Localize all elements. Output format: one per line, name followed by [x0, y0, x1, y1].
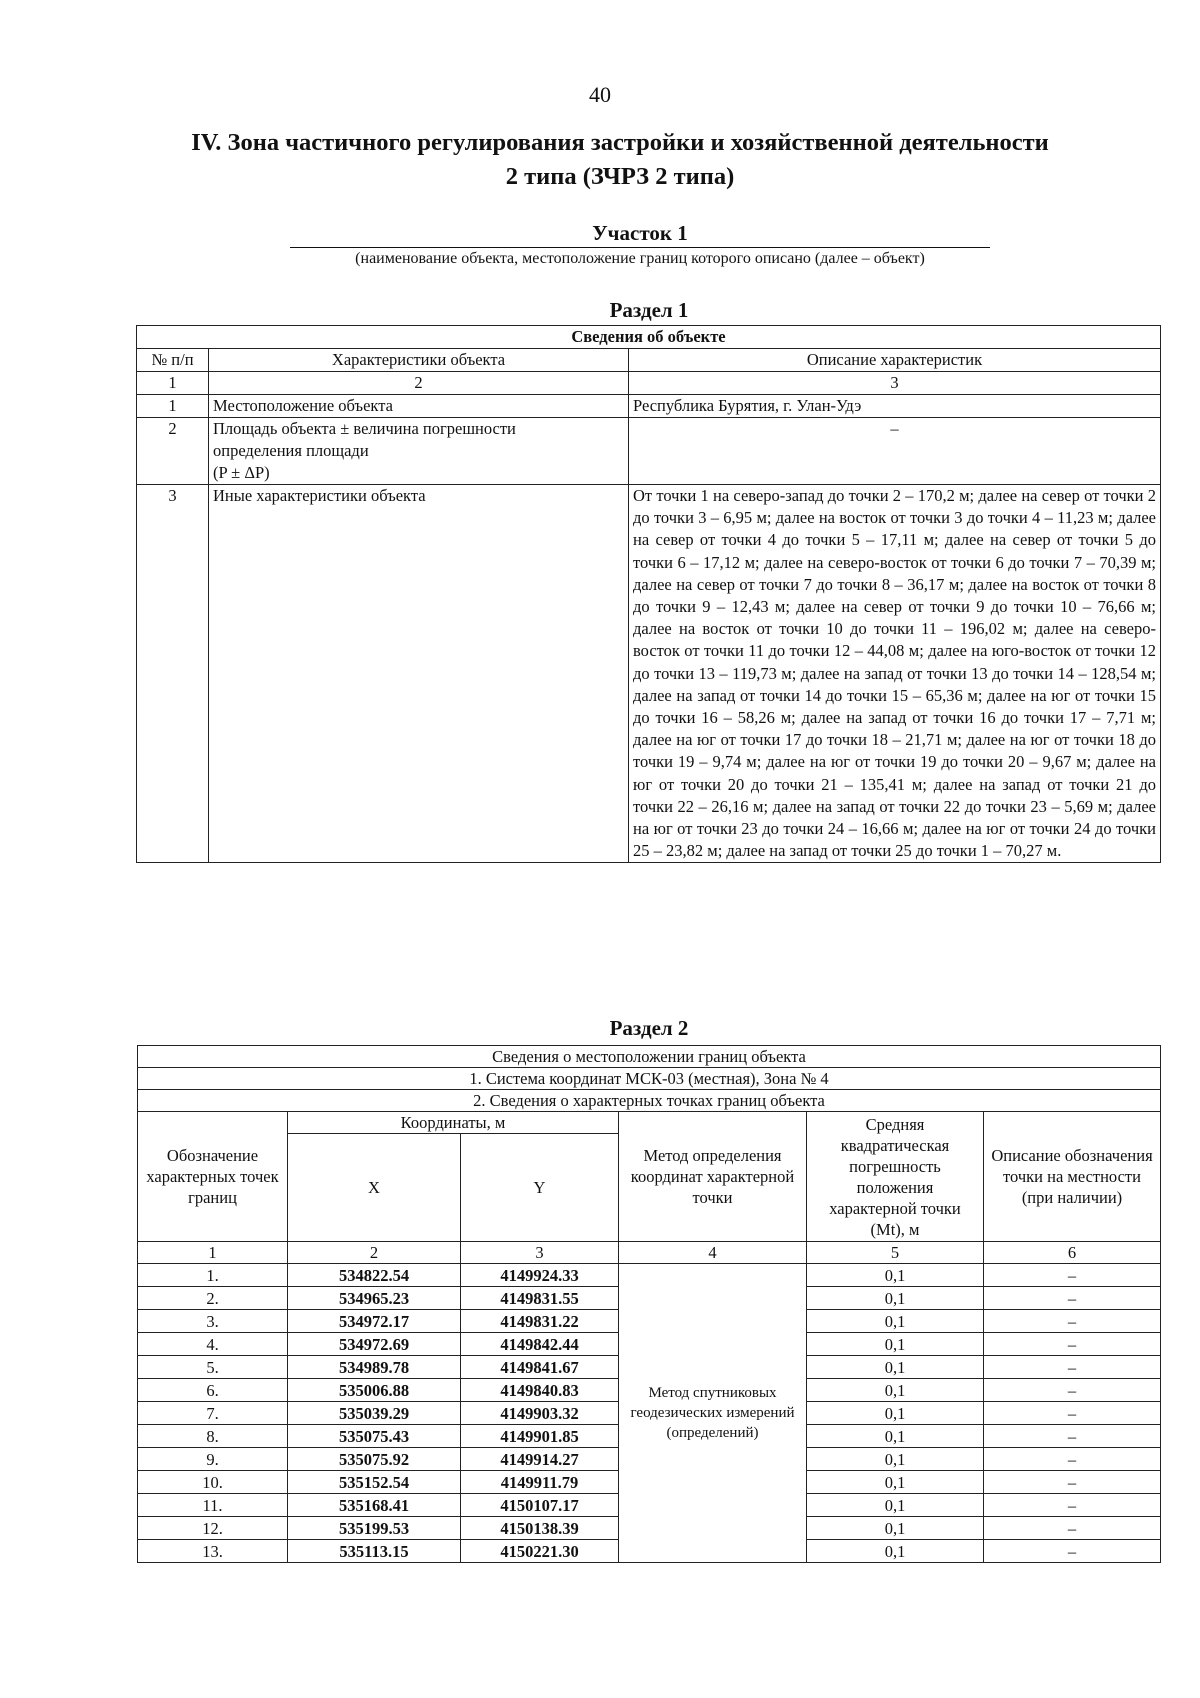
point-number: 9. [138, 1448, 288, 1471]
col-number: 5 [807, 1242, 984, 1264]
point-y: 4150221.30 [461, 1540, 619, 1563]
point-error: 0,1 [807, 1517, 984, 1540]
point-y: 4149914.27 [461, 1448, 619, 1471]
title-line-2: 2 типа (ЗЧРЗ 2 типа) [505, 163, 735, 190]
header-description: Описание характеристик [629, 349, 1161, 372]
point-description: – [984, 1310, 1161, 1333]
point-error: 0,1 [807, 1448, 984, 1471]
point-number: 1. [138, 1264, 288, 1287]
table-row [137, 395, 1161, 418]
point-y: 4149831.22 [461, 1310, 619, 1333]
header-method: Метод определения координат характерной точки [619, 1112, 807, 1242]
method-value: Метод спутниковых геодезических измерений (определений) [619, 1264, 807, 1563]
row-number: 3 [137, 485, 209, 863]
page-title [90, 126, 1150, 194]
point-y: 4150138.39 [461, 1517, 619, 1540]
point-y: 4149911.79 [461, 1471, 619, 1494]
col-number: 2 [288, 1242, 461, 1264]
row-name-text: Площадь объекта ± величина погрешности определения площади [213, 419, 516, 460]
points-subtitle: 2. Сведения о характерных точках границ объекта [138, 1090, 1161, 1112]
point-y: 4150107.17 [461, 1494, 619, 1517]
point-description: – [984, 1540, 1161, 1563]
point-x: 535075.43 [288, 1425, 461, 1448]
point-x: 534822.54 [288, 1264, 461, 1287]
col-number: 1 [138, 1242, 288, 1264]
row-name: Иные характеристики объекта [209, 485, 629, 863]
section-1-title: Раздел 1 [609, 298, 689, 322]
header-characteristic: Характеристики объекта [209, 349, 629, 372]
point-y: 4149840.83 [461, 1379, 619, 1402]
table-row [138, 1264, 1161, 1287]
point-y: 4149901.85 [461, 1425, 619, 1448]
point-error: 0,1 [807, 1402, 984, 1425]
point-x: 534965.23 [288, 1287, 461, 1310]
table-row [137, 485, 1161, 863]
boundary-table-title: Сведения о местоположении границ объекта [138, 1046, 1161, 1068]
header-number: № п/п [137, 349, 209, 372]
point-number: 13. [138, 1540, 288, 1563]
point-y: 4149903.32 [461, 1402, 619, 1425]
point-x: 535168.41 [288, 1494, 461, 1517]
header-point: Обозначение характерных точек границ [138, 1112, 288, 1242]
point-x: 534972.69 [288, 1333, 461, 1356]
row-name: Местоположение объекта [209, 395, 629, 418]
row-number: 2 [137, 418, 209, 485]
parcel-title: Участок 1 [290, 220, 990, 248]
point-error: 0,1 [807, 1287, 984, 1310]
point-x: 534972.17 [288, 1310, 461, 1333]
point-number: 3. [138, 1310, 288, 1333]
point-error: 0,1 [807, 1425, 984, 1448]
row-name-formula: (P ± ΔP) [213, 463, 270, 482]
point-error: 0,1 [807, 1494, 984, 1517]
col-number: 6 [984, 1242, 1161, 1264]
point-error: 0,1 [807, 1540, 984, 1563]
header-coordinates: Координаты, м [288, 1112, 619, 1134]
point-x: 534989.78 [288, 1356, 461, 1379]
point-description: – [984, 1448, 1161, 1471]
point-y: 4149842.44 [461, 1333, 619, 1356]
header-point-description: Описание обозначения точки на местности (при наличии) [984, 1112, 1161, 1242]
point-error: 0,1 [807, 1333, 984, 1356]
point-number: 11. [138, 1494, 288, 1517]
boundary-points-table [137, 1045, 1161, 1563]
col-number: 1 [137, 372, 209, 395]
point-error: 0,1 [807, 1264, 984, 1287]
object-info-table [136, 325, 1161, 863]
point-description: – [984, 1517, 1161, 1540]
point-number: 8. [138, 1425, 288, 1448]
point-error: 0,1 [807, 1310, 984, 1333]
header-error: Средняя квадратическая погрешность положения характерной точки (Mt), м [807, 1112, 984, 1242]
point-x: 535075.92 [288, 1448, 461, 1471]
point-x: 535039.29 [288, 1402, 461, 1425]
point-error: 0,1 [807, 1356, 984, 1379]
point-x: 535152.54 [288, 1471, 461, 1494]
point-error: 0,1 [807, 1471, 984, 1494]
col-number: 4 [619, 1242, 807, 1264]
point-description: – [984, 1356, 1161, 1379]
col-number: 3 [629, 372, 1161, 395]
parcel-caption: (наименование объекта, местоположение границ которого описано (далее – объект) [355, 250, 925, 267]
table-row [137, 418, 1161, 485]
row-value: От точки 1 на северо-запад до точки 2 – 170,2 м; далее на север от точки 2 до точки 3 – 6,95 м; далее на восток от точки 3 до точки 4 – 11,23 м; далее на север от точки 4 до точки 5 – 17,11 м; далее на север от точки 5 до точки 6 – 17,12 м; далее на северо-восток от точки 6 до точки 7 – 70,39 м; далее на север от точки 7 до точки 8 – 36,17 м; далее на восток от точки 8 до точки 9 – 12,43 м; далее на север от точки 9 до точки 10 – 76,66 м; далее на восток от точки 10 до точки 11 – 196,02 м; далее на северо-восток от точки 11 до точки 12 – 44,08 м; далее на юго-восток от точки 12 до точки 13 – 119,73 м; далее на запад от точки 13 до точки 14 – 128,54 м; далее на запад от точки 14 до точки 15 – 65,36 м; далее на юг от точки 15 до точки 16 – 58,26 м; далее на запад от точки 16 до точки 17 – 7,71 м; далее на юг от точки 17 до точки 18 – 21,71 м; далее на юг от точки 18 до точки 19 – 9,74 м; далее на юг от точки 19 до точки 20 – 9,67 м; далее на юг от точки 20 до точки 21 – 135,41 м; далее на запад от точки 21 до точки 22 – 26,16 м; далее на запад от точки 22 до точки 23 – 5,69 м; далее на юг от точки 23 до точки 24 – 16,66 м; далее на юг от точки 24 до точки 25 – 23,82 м; далее на запад от точки 25 до точки 1 – 70,27 м. [629, 485, 1161, 863]
point-number: 4. [138, 1333, 288, 1356]
row-value: Республика Бурятия, г. Улан-Удэ [629, 395, 1161, 418]
point-description: – [984, 1287, 1161, 1310]
point-number: 12. [138, 1517, 288, 1540]
section-2-title: Раздел 2 [609, 1016, 689, 1040]
point-number: 6. [138, 1379, 288, 1402]
point-description: – [984, 1471, 1161, 1494]
point-number: 2. [138, 1287, 288, 1310]
point-number: 7. [138, 1402, 288, 1425]
point-description: – [984, 1494, 1161, 1517]
point-x: 535006.88 [288, 1379, 461, 1402]
point-y: 4149831.55 [461, 1287, 619, 1310]
header-y: Y [461, 1134, 619, 1242]
point-y: 4149841.67 [461, 1356, 619, 1379]
point-number: 10. [138, 1471, 288, 1494]
page-number: 40 [589, 82, 611, 107]
col-number: 2 [209, 372, 629, 395]
col-number: 3 [461, 1242, 619, 1264]
point-number: 5. [138, 1356, 288, 1379]
point-description: – [984, 1264, 1161, 1287]
point-description: – [984, 1402, 1161, 1425]
point-y: 4149924.33 [461, 1264, 619, 1287]
point-description: – [984, 1425, 1161, 1448]
row-value: – [629, 418, 1161, 485]
parcel-heading [270, 220, 1010, 268]
point-description: – [984, 1333, 1161, 1356]
row-name [209, 418, 629, 485]
point-x: 535199.53 [288, 1517, 461, 1540]
coordinate-system: 1. Система координат МСК-03 (местная), Зона № 4 [138, 1068, 1161, 1090]
title-line-1: IV. Зона частичного регулирования застройки и хозяйственной деятельности [191, 129, 1049, 156]
point-description: – [984, 1379, 1161, 1402]
row-number: 1 [137, 395, 209, 418]
point-x: 535113.15 [288, 1540, 461, 1563]
point-error: 0,1 [807, 1379, 984, 1402]
header-x: X [288, 1134, 461, 1242]
object-info-table-title: Сведения об объекте [137, 326, 1161, 349]
